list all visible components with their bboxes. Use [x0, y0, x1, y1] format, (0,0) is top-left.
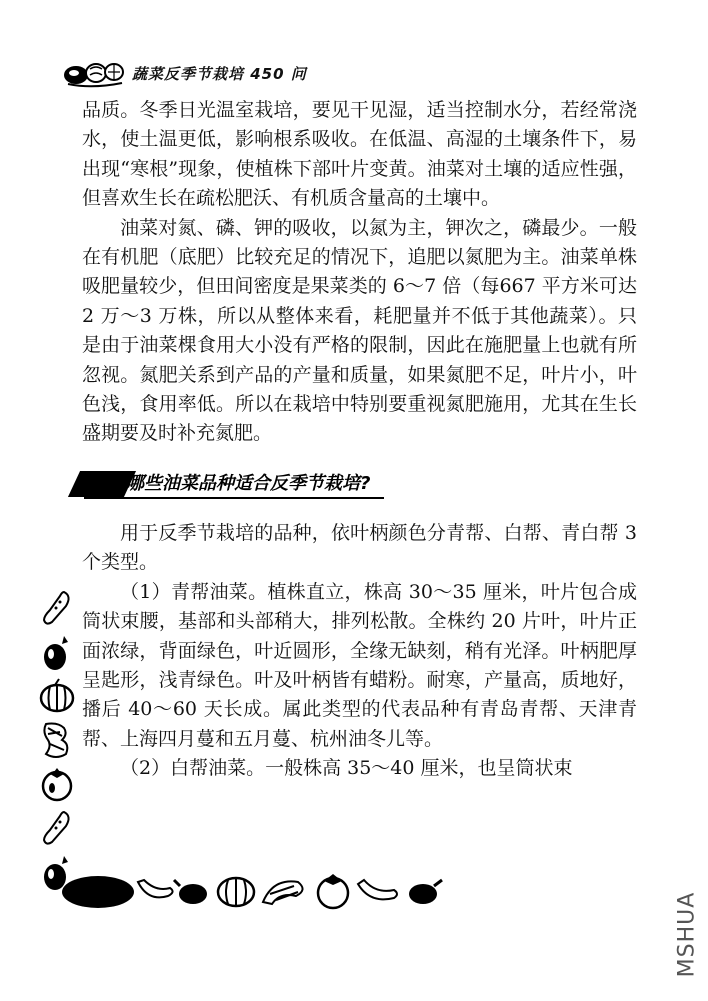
tomato-icon	[38, 764, 76, 804]
cucumber-icon	[38, 588, 76, 628]
header-title: 蔬菜反季节栽培 450 问	[132, 64, 307, 83]
section-heading	[74, 467, 637, 501]
paragraph: （2）白帮油菜。一般株高 35～40 厘米，也呈筒状束	[120, 757, 573, 780]
paragraph: 用于反季节栽培的品种，依叶柄颜色分青帮、白帮、青白帮 3 个类型。	[82, 521, 637, 574]
side-decoration	[38, 588, 78, 896]
cucumber-icon	[38, 808, 76, 848]
page-content	[82, 96, 637, 784]
page-header	[62, 55, 307, 91]
vegetable-strip-icon	[58, 872, 448, 912]
vegetables-icon	[62, 57, 126, 89]
paragraph: （1）青帮油菜。植株直立，株高 30～35 厘米，叶片包合成筒状束腰，基部和头部稍大，排列松散。全株约 20 片叶，叶片正面浓绿，背面绿色，叶近圆形，全缘无缺刻，稍有光泽。叶柄肥厚呈匙形，浅青绿色。叶及叶柄皆有蜡粉。耐寒，产量高，质地好，播后 40～60 天长成。属此类型的代表品种有青岛青帮、天津青帮、上海四月蔓和五月蔓、杭州油冬儿等。	[82, 580, 637, 750]
eggplant-icon	[38, 632, 76, 672]
cabbage-icon	[38, 720, 76, 760]
pumpkin-icon	[38, 676, 76, 716]
watermark	[672, 879, 702, 989]
paragraph: 油菜对氮、磷、钾的吸收，以氮为主，钾次之，磷最少。一般在有机肥（底肥）比较充足的情况下，追肥以氮肥为主。油菜单株吸肥量较少，但田间密度是果菜类的 6～7 倍（每667 平方米可达 2 万～3 万株，所以从整体来看，耗肥量并不低于其他蔬菜）。只是由于油菜棵食用大小没有严格的限制，因此在施肥量上也就有所忽视。氮肥关系到产品的产量和质量，如果氮肥不足，叶片小，叶色浅，食用率低。所以在栽培中特别要重视氮肥施用，尤其在生长盛期要及时补充氮肥。	[82, 216, 637, 445]
watermark-text: MSHUA	[674, 891, 700, 977]
section-heading-text: 哪些油菜品种适合反季节栽培?	[126, 473, 371, 495]
paragraph: 品质。冬季日光温室栽培，要见干见湿，适当控制水分，若经常浇水，使土温更低，影响根系吸收。在低温、高湿的土壤条件下，易出现“寒根”现象，使植株下部叶片变黄。油菜对土壤的适应性强，但喜欢生长在疏松肥沃、有机质含量高的土壤中。	[82, 99, 637, 210]
